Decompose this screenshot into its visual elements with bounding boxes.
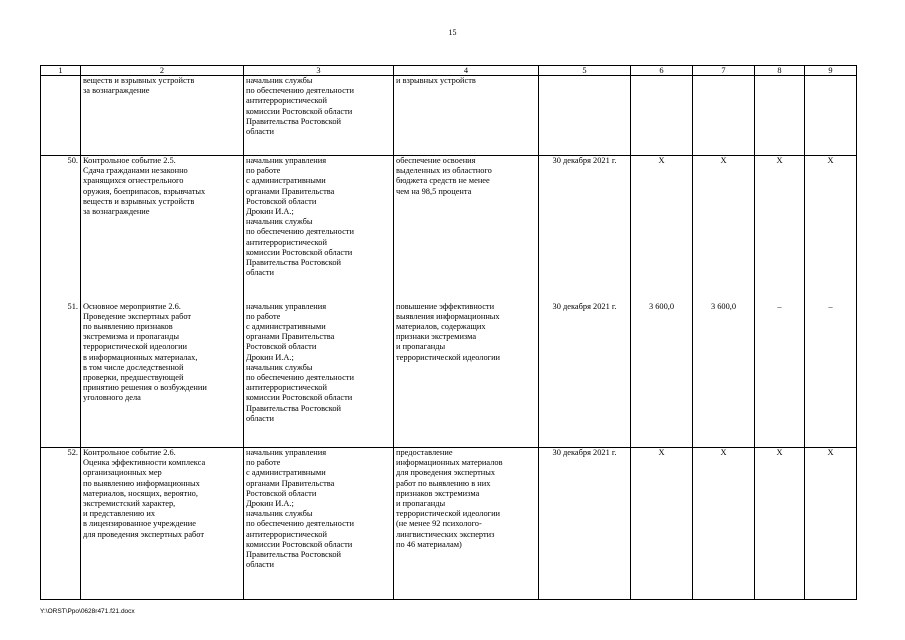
responsible-cell-line: начальник управления bbox=[246, 448, 327, 457]
result-cell bbox=[394, 76, 539, 156]
col8-cell: Х bbox=[755, 156, 805, 302]
responsible-cell-line: Дрокин И.А.; bbox=[246, 499, 294, 509]
result-cell-line: чем на 98,5 процента bbox=[396, 186, 472, 196]
result-cell-line: выявления информационных bbox=[396, 311, 500, 321]
result-cell-line: для проведения экспертных bbox=[396, 468, 496, 478]
responsible-cell-line: комиссии Ростовской области bbox=[246, 247, 353, 257]
col8-cell bbox=[755, 76, 805, 156]
event-name-cell-line: в лицензированное учреждение bbox=[83, 519, 196, 529]
col7-cell: Х bbox=[693, 448, 755, 600]
event-name-cell-line: Сдача гражданами незаконно bbox=[83, 166, 188, 176]
event-name-cell-line: Контрольное событие 2.6. bbox=[83, 448, 176, 457]
row-number: 50. bbox=[41, 156, 81, 302]
responsible-cell-line: начальник службы bbox=[246, 76, 313, 85]
result-cell bbox=[394, 448, 539, 600]
event-name-cell-line: Основное мероприятие 2.6. bbox=[83, 301, 181, 311]
header-cell-5: 5 bbox=[539, 66, 631, 76]
event-name-cell bbox=[81, 448, 244, 600]
table-row bbox=[41, 448, 857, 600]
event-name-cell-line: и представлению их bbox=[83, 509, 156, 519]
responsible-cell-line: области bbox=[246, 127, 274, 137]
deadline-cell: 30 декабря 2021 г. bbox=[539, 302, 631, 448]
deadline-cell: 30 декабря 2021 г. bbox=[539, 156, 631, 302]
header-cell-3: 3 bbox=[244, 66, 394, 76]
result-cell-line: обеспечение освоения bbox=[396, 156, 476, 165]
responsible-cell-line: комиссии Ростовской области bbox=[246, 106, 353, 116]
col6-cell bbox=[631, 76, 693, 156]
responsible-cell-line: области bbox=[246, 413, 274, 423]
event-name-cell bbox=[81, 156, 244, 302]
responsible-cell-line: органами Правительства bbox=[246, 186, 335, 196]
responsible-cell-line: антитеррористической bbox=[246, 529, 327, 539]
event-name-cell-line: веществ и взрывных устройств bbox=[83, 196, 195, 206]
responsible-cell-line: Ростовской области bbox=[246, 342, 317, 352]
responsible-cell-line: начальник службы bbox=[246, 509, 313, 519]
responsible-cell-line: начальник службы bbox=[246, 217, 313, 227]
responsible-cell-line: начальник службы bbox=[246, 362, 313, 372]
result-cell-line: предоставление bbox=[396, 448, 453, 457]
responsible-cell-line: антитеррористической bbox=[246, 237, 327, 247]
row-number bbox=[41, 76, 81, 156]
col9-cell: Х bbox=[805, 448, 857, 600]
responsible-cell-line: комиссии Ростовской области bbox=[246, 393, 353, 403]
result-cell bbox=[394, 156, 539, 302]
result-cell-line: материалов, содержащих bbox=[396, 321, 486, 331]
header-cell-7: 7 bbox=[693, 66, 755, 76]
responsible-cell-line: по обеспечению деятельности bbox=[246, 227, 354, 237]
result-cell-line: и взрывных устройств bbox=[396, 76, 476, 85]
header-cell-9: 9 bbox=[805, 66, 857, 76]
header-cell-2: 2 bbox=[81, 66, 244, 76]
deadline-cell bbox=[539, 76, 631, 156]
responsible-cell-line: комиссии Ростовской области bbox=[246, 539, 353, 549]
responsible-cell-line: начальник управления bbox=[246, 156, 327, 165]
event-name-cell-line: для проведения экспертных работ bbox=[83, 529, 205, 539]
event-name-cell-line: за вознаграждение bbox=[83, 86, 150, 96]
event-name-cell-line: в том числе доследственной bbox=[83, 362, 184, 372]
col6-cell: 3 600,0 bbox=[631, 302, 693, 448]
result-cell-line: лингвистических экспертиз bbox=[396, 529, 495, 539]
event-name-cell-line: в информационных материалах, bbox=[83, 352, 198, 362]
table-row bbox=[41, 302, 857, 448]
event-name-cell-line: за вознаграждение bbox=[83, 207, 150, 217]
event-name-cell-line: Контрольное событие 2.5. bbox=[83, 156, 176, 165]
responsible-cell-line: Ростовской области bbox=[246, 488, 317, 498]
table-row bbox=[41, 156, 857, 302]
event-name-cell-line: хранящихся огнестрельного bbox=[83, 176, 184, 186]
responsible-cell bbox=[244, 302, 394, 448]
header-cell-8: 8 bbox=[755, 66, 805, 76]
deadline-cell: 30 декабря 2021 г. bbox=[539, 448, 631, 600]
col7-cell: 3 600,0 bbox=[693, 302, 755, 448]
responsible-cell bbox=[244, 156, 394, 302]
col6-cell: Х bbox=[631, 448, 693, 600]
responsible-cell-line: Правительства Ростовской bbox=[246, 116, 342, 126]
event-name-cell-line: террористической идеологии bbox=[83, 342, 188, 352]
col6-cell: Х bbox=[631, 156, 693, 302]
file-path-footer: Y:\ORST\Ppo\0628r471.f21.docx bbox=[40, 608, 135, 615]
responsible-cell-line: начальник управления bbox=[246, 301, 327, 311]
result-cell-line: и пропаганды bbox=[396, 342, 446, 352]
table-row bbox=[41, 76, 857, 156]
event-name-cell-line: материалов, носящих, вероятно, bbox=[83, 488, 198, 498]
row-number: 51. bbox=[41, 302, 81, 448]
responsible-cell-line: Дрокин И.А.; bbox=[246, 207, 294, 217]
col9-cell bbox=[805, 76, 857, 156]
event-name-cell-line: организационных мер bbox=[83, 468, 162, 478]
responsible-cell-line: Дрокин И.А.; bbox=[246, 352, 294, 362]
header-cell-6: 6 bbox=[631, 66, 693, 76]
event-name-cell-line: проверки, предшествующей bbox=[83, 372, 184, 382]
result-cell-line: бюджета средств не менее bbox=[396, 176, 490, 186]
responsible-cell-line: антитеррористической bbox=[246, 96, 327, 106]
result-cell-line: и пропаганды bbox=[396, 499, 446, 509]
row-number: 52. bbox=[41, 448, 81, 600]
responsible-cell bbox=[244, 76, 394, 156]
event-name-cell-line: экстремистский характер, bbox=[83, 499, 176, 509]
responsible-cell-line: по обеспечению деятельности bbox=[246, 86, 354, 96]
responsible-cell-line: по работе bbox=[246, 311, 281, 321]
event-name-cell-line: оружия, боеприпасов, взрывчатых bbox=[83, 186, 206, 196]
col7-cell: Х bbox=[693, 156, 755, 302]
result-cell-line: террористической идеологии bbox=[396, 509, 501, 519]
page-number: 15 bbox=[448, 28, 457, 37]
event-name-cell-line: по выявлению признаков bbox=[83, 321, 173, 331]
plan-table bbox=[40, 65, 857, 600]
result-cell-line: (не менее 92 психолого- bbox=[396, 519, 482, 529]
event-name-cell bbox=[81, 76, 244, 156]
col8-cell: – bbox=[755, 302, 805, 448]
responsible-cell-line: Правительства Ростовской bbox=[246, 258, 342, 268]
event-name-cell-line: Проведение экспертных работ bbox=[83, 311, 192, 321]
event-name-cell-line: веществ и взрывных устройств bbox=[83, 76, 195, 85]
result-cell-line: выделенных из областного bbox=[396, 166, 492, 176]
col7-cell bbox=[693, 76, 755, 156]
responsible-cell-line: органами Правительства bbox=[246, 478, 335, 488]
responsible-cell-line: по работе bbox=[246, 166, 281, 176]
event-name-cell-line: принятию решения о возбуждении bbox=[83, 383, 207, 393]
responsible-cell-line: по обеспечению деятельности bbox=[246, 372, 354, 382]
result-cell-line: повышение эффективности bbox=[396, 301, 495, 311]
event-name-cell-line: экстремизма и пропаганды bbox=[83, 332, 180, 342]
event-name-cell bbox=[81, 302, 244, 448]
responsible-cell-line: по обеспечению деятельности bbox=[246, 519, 354, 529]
result-cell-line: по 46 материалам) bbox=[396, 539, 462, 549]
responsible-cell-line: Правительства Ростовской bbox=[246, 403, 342, 413]
responsible-cell-line: Правительства Ростовской bbox=[246, 550, 342, 560]
responsible-cell-line: антитеррористической bbox=[246, 383, 327, 393]
result-cell-line: информационных материалов bbox=[396, 458, 503, 468]
responsible-cell-line: с административными bbox=[246, 176, 326, 186]
responsible-cell-line: Ростовской области bbox=[246, 196, 317, 206]
result-cell-line: признаков экстремизма bbox=[396, 488, 480, 498]
col9-cell: Х bbox=[805, 156, 857, 302]
result-cell bbox=[394, 302, 539, 448]
header-cell-4: 4 bbox=[394, 66, 539, 76]
responsible-cell-line: области bbox=[246, 560, 274, 570]
result-cell-line: признаки экстремизма bbox=[396, 332, 477, 342]
responsible-cell-line: области bbox=[246, 268, 274, 278]
event-name-cell-line: Оценка эффективности комплекса bbox=[83, 458, 206, 468]
responsible-cell-line: с административными bbox=[246, 468, 326, 478]
responsible-cell bbox=[244, 448, 394, 600]
col8-cell: Х bbox=[755, 448, 805, 600]
event-name-cell-line: по выявлению информационных bbox=[83, 478, 200, 488]
header-cell-1: 1 bbox=[41, 66, 81, 76]
responsible-cell-line: с административными bbox=[246, 321, 326, 331]
responsible-cell-line: по работе bbox=[246, 458, 281, 468]
result-cell-line: работ по выявлению в них bbox=[396, 478, 491, 488]
event-name-cell-line: уголовного дела bbox=[83, 393, 141, 403]
result-cell-line: террористической идеологии bbox=[396, 352, 501, 362]
responsible-cell-line: органами Правительства bbox=[246, 332, 335, 342]
header-row bbox=[41, 66, 857, 76]
col9-cell: – bbox=[805, 302, 857, 448]
